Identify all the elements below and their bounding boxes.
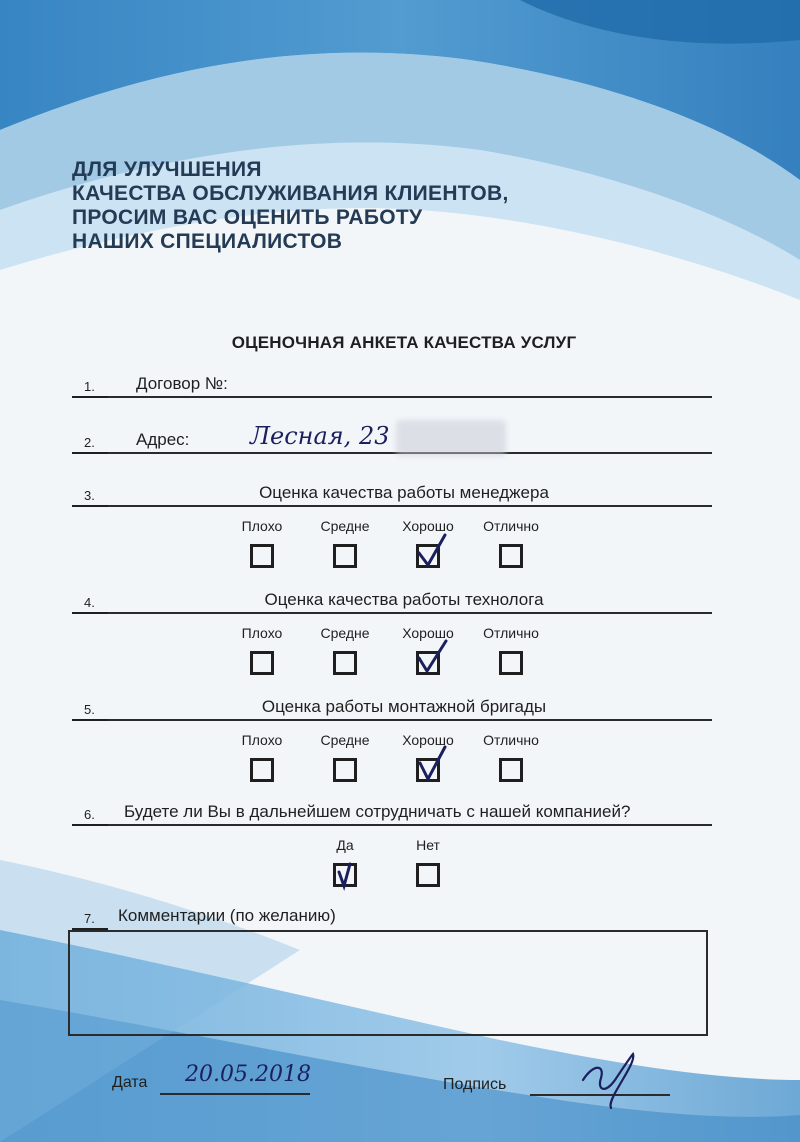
option-poor[interactable] [222,518,302,568]
checkbox-checked[interactable] [416,758,440,782]
checkbox[interactable] [333,544,357,568]
option-average[interactable] [305,732,385,782]
heading-line: ДЛЯ УЛУЧШЕНИЯ [72,158,262,181]
manager-rating-row [72,481,712,507]
option-excellent[interactable] [471,625,551,675]
option-poor[interactable] [222,625,302,675]
number-underline [72,396,108,398]
option-good[interactable] [388,732,468,782]
page-heading [72,158,509,254]
redaction-blur [396,420,506,456]
checkbox[interactable] [250,651,274,675]
signature-label: Подпись [443,1076,507,1093]
comments-textarea[interactable] [68,930,708,1036]
check-mark-icon [415,531,449,569]
contract-label: Договор №: [136,374,228,393]
technologist-rating-label: Оценка качества работы технолога [264,590,544,609]
address-field[interactable] [72,422,712,454]
item-number: 5. [84,702,95,717]
item-number: 7. [84,911,95,926]
checkbox[interactable] [250,544,274,568]
date-label: Дата [112,1074,148,1091]
option-no[interactable] [388,837,468,887]
option-average[interactable] [305,518,385,568]
check-mark-icon [332,850,366,888]
signature-scribble[interactable] [575,1050,645,1110]
address-label: Адрес: [136,430,190,449]
checkbox[interactable] [250,758,274,782]
checkbox[interactable] [499,651,523,675]
cooperation-row [72,800,712,826]
cooperation-label: Будете ли Вы в дальнейшем сотрудничать с нашей компанией? [124,802,631,821]
option-label: Отлично [483,625,539,641]
heading-line: КАЧЕСТВА ОБСЛУЖИВАНИЯ КЛИЕНТОВ, [72,182,509,205]
option-yes[interactable] [305,837,385,887]
option-excellent[interactable] [471,732,551,782]
date-underline [160,1093,310,1095]
option-label: Хорошо [402,732,454,748]
option-label: Средне [320,625,370,641]
comments-label: Комментарии (по желанию) [118,906,336,925]
checkbox[interactable] [333,651,357,675]
option-poor[interactable] [222,732,302,782]
item-number: 3. [84,488,95,503]
check-mark-icon [415,638,449,676]
manager-rating-label: Оценка качества работы менеджера [259,483,549,502]
option-label: Средне [320,732,370,748]
number-underline [72,719,108,721]
option-label: Хорошо [402,625,454,641]
option-label: Хорошо [402,518,454,534]
comments-row [72,904,712,928]
check-mark-icon [415,745,449,783]
date-handwritten-value[interactable]: 20.05.2018 [185,1062,311,1087]
item-number: 6. [84,807,95,822]
checkbox[interactable] [333,758,357,782]
checkbox-checked[interactable] [333,863,357,887]
checkbox[interactable] [416,863,440,887]
heading-line: НАШИХ СПЕЦИАЛИСТОВ [72,230,343,253]
option-good[interactable] [388,518,468,568]
option-label: Отлично [483,518,539,534]
form-title: ОЦЕНОЧНАЯ АНКЕТА КАЧЕСТВА УСЛУГ [231,333,577,352]
checkbox[interactable] [499,544,523,568]
number-underline [72,612,108,614]
checkbox[interactable] [499,758,523,782]
item-number: 4. [84,595,95,610]
item-number: 2. [84,435,95,450]
checkbox-checked[interactable] [416,544,440,568]
option-label: Нет [416,837,440,853]
option-label: Плохо [241,518,283,534]
option-label: Отлично [483,732,539,748]
number-underline [72,824,108,826]
contract-field[interactable] [72,372,712,398]
installation-rating-label: Оценка работы монтажной бригады [261,697,547,716]
option-label: Плохо [241,625,283,641]
option-label: Плохо [241,732,283,748]
option-average[interactable] [305,625,385,675]
option-excellent[interactable] [471,518,551,568]
item-number: 1. [84,379,95,394]
installation-rating-row [72,695,712,721]
technologist-rating-row [72,588,712,614]
option-label: Да [336,837,354,853]
option-good[interactable] [388,625,468,675]
heading-line: ПРОСИМ ВАС ОЦЕНИТЬ РАБОТУ [72,206,423,229]
number-underline [72,452,108,454]
checkbox-checked[interactable] [416,651,440,675]
address-handwritten-value: Лесная, 23 [250,422,390,450]
number-underline [72,505,108,507]
option-label: Средне [320,518,370,534]
